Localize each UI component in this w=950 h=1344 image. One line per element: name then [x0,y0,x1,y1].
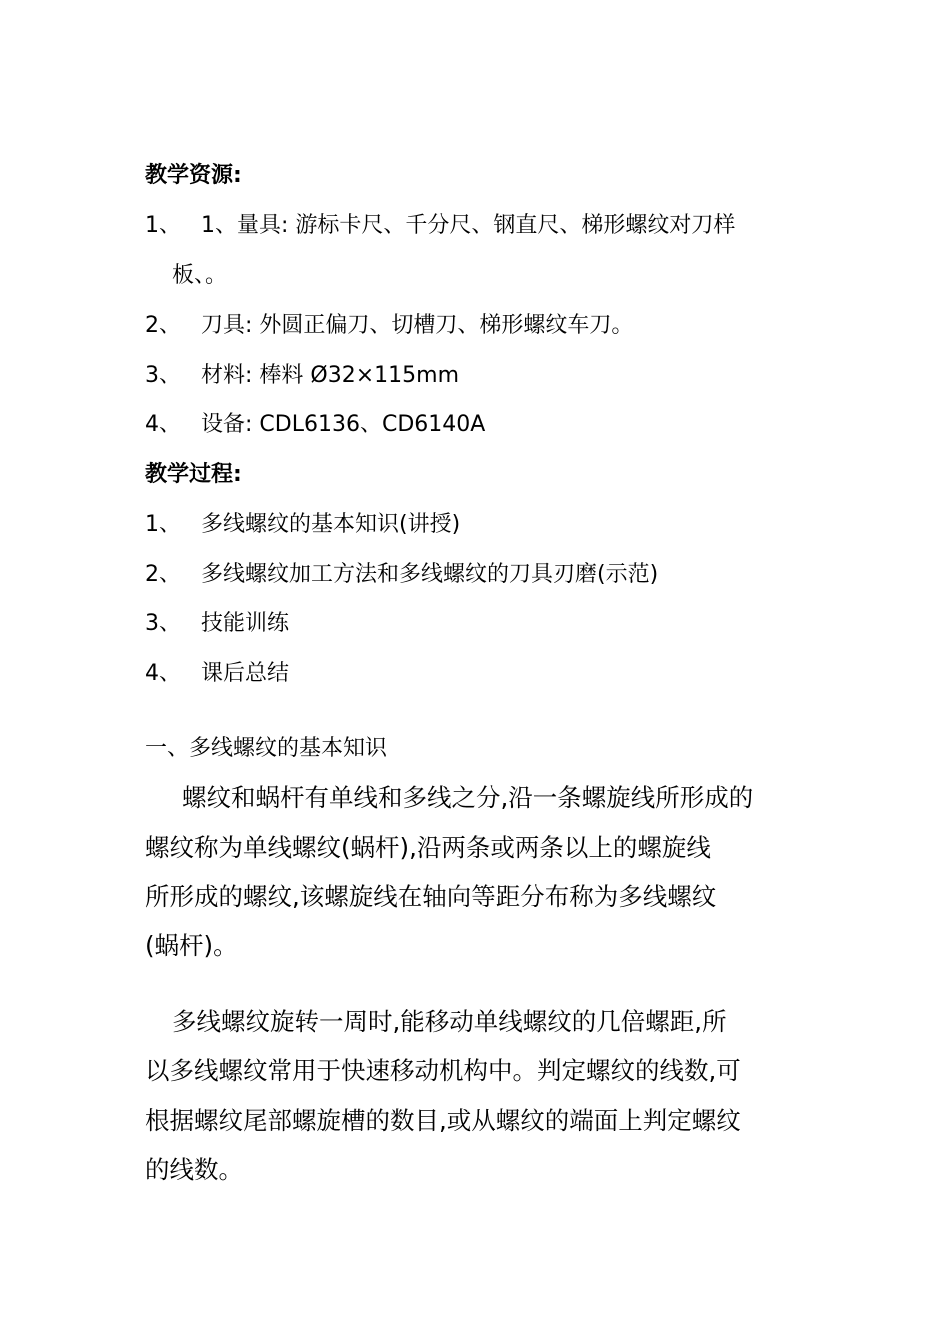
process-item-4-text: 课后总结 [201,661,290,686]
resource-item-2-text: 刀具: 外圆正偏刀、切槽刀、梯形螺纹车刀。 [201,313,634,338]
process-item-3-text: 技能训练 [201,611,290,636]
resource-item-4-number: 4、 [145,412,181,437]
paragraph-1-line-2: 螺纹称为单线螺纹(蜗杆),沿两条或两条以上的螺旋线 [145,833,711,862]
process-item-3-number: 3、 [145,611,181,636]
resource-item-2-number: 2、 [145,313,181,338]
paragraph-1-line-4: (蜗杆)。 [145,931,238,960]
paragraph-2-line-2: 以多线螺纹常用于快速移动机构中。判定螺纹的线数,可 [145,1056,741,1085]
process-item-1-number: 1、 [145,512,181,537]
resources-heading: 教学资源: [145,163,242,188]
process-item-1-text: 多线螺纹的基本知识(讲授) [201,512,461,537]
process-item-2-text: 多线螺纹加工方法和多线螺纹的刀具刃磨(示范) [201,562,659,587]
resource-item-1-number: 1、 [145,213,181,238]
paragraph-2-line-1: 多线螺纹旋转一周时,能移动单线螺纹的几倍螺距,所 [172,1007,727,1036]
process-heading: 教学过程: [145,462,242,487]
resource-item-1-continuation: 板、。 [172,263,228,288]
paragraph-2-line-3: 根据螺纹尾部螺旋槽的数目,或从螺纹的端面上判定螺纹 [145,1106,741,1135]
paragraph-2-line-4: 的线数。 [145,1155,243,1184]
resource-item-3-text: 材料: 棒料 Ø32×115mm [201,363,459,388]
process-item-2-number: 2、 [145,562,181,587]
paragraph-1-line-3: 所形成的螺纹,该螺旋线在轴向等距分布称为多线螺纹 [145,882,717,911]
paragraph-1-line-1: 螺纹和蜗杆有单线和多线之分,沿一条螺旋线所形成的 [182,783,754,812]
process-item-4-number: 4、 [145,661,181,686]
resource-item-1-text: 1、量具: 游标卡尺、千分尺、钢直尺、梯形螺纹对刀样 [201,213,736,238]
resource-item-3-number: 3、 [145,363,181,388]
section-title: 一、多线螺纹的基本知识 [145,736,388,761]
resource-item-4-text: 设备: CDL6136、CD6140A [201,412,486,437]
